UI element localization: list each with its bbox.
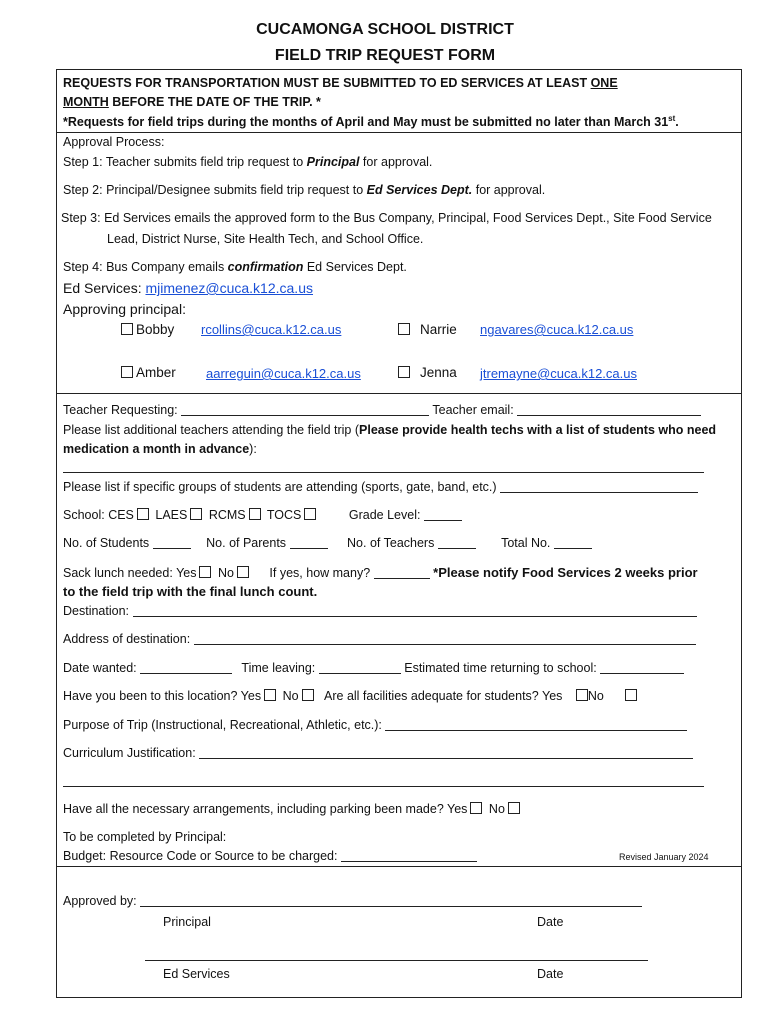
principal-option-narrie[interactable] <box>398 322 457 337</box>
checkbox[interactable] <box>470 802 482 814</box>
field-label: Approved by: <box>63 894 137 908</box>
total-field[interactable] <box>554 536 592 549</box>
curriculum-row <box>63 746 693 760</box>
field-label: Curriculum Justification: <box>63 746 196 760</box>
divider <box>56 393 742 394</box>
arrangements-row <box>63 802 523 816</box>
step-3b: Lead, District Nurse, Site Health Tech, and School Office. <box>107 232 424 246</box>
option-label: Yes <box>447 802 468 816</box>
additional-teachers-label <box>63 423 716 437</box>
budget-row <box>63 849 477 863</box>
ed-services-label: Ed Services: <box>63 280 142 296</box>
approving-principal-label: Approving principal: <box>63 301 186 317</box>
date-caption: Date <box>537 967 564 981</box>
option-label: No <box>587 689 604 703</box>
principal-name: Narrie <box>420 322 457 337</box>
destination-field[interactable] <box>133 604 697 617</box>
divider <box>56 866 742 867</box>
field-label: Sack lunch needed: <box>63 566 173 580</box>
option-label: Yes <box>176 566 197 580</box>
notice-text: *Requests for field trips during the months of April and May must be submitted no later than March 31 <box>63 115 669 130</box>
school-row <box>63 508 462 522</box>
field-label-bold: medication a month in advance <box>63 442 250 456</box>
num-teachers-field[interactable] <box>438 536 476 549</box>
checkbox[interactable] <box>508 802 520 814</box>
field-label: Address of destination: <box>63 632 191 646</box>
field-label: If yes, how many? <box>269 566 371 580</box>
curriculum-field[interactable] <box>199 746 693 759</box>
ed-services-contact <box>63 280 313 296</box>
destination-row <box>63 604 697 618</box>
checkbox[interactable] <box>137 508 149 520</box>
checkbox[interactable] <box>121 323 133 335</box>
sack-lunch-row <box>63 565 698 580</box>
step-text: Step 1: Teacher submits field trip request to <box>63 155 307 169</box>
date-wanted-field[interactable] <box>140 661 232 674</box>
option-label: No <box>217 566 234 580</box>
checkbox[interactable] <box>304 508 316 520</box>
groups-field[interactable] <box>500 480 698 493</box>
additional-teachers-label-2 <box>63 442 257 456</box>
approved-by-signature-field[interactable] <box>140 894 642 907</box>
checkbox[interactable] <box>237 566 249 578</box>
option-label: Yes <box>542 689 563 703</box>
notice-line2 <box>63 95 321 109</box>
step-4 <box>63 260 407 274</box>
teacher-requesting-row <box>63 403 701 417</box>
purpose-row <box>63 718 687 732</box>
return-time-field[interactable] <box>600 661 684 674</box>
principal-option-amber[interactable] <box>121 365 176 380</box>
curriculum-field-2[interactable] <box>63 786 704 787</box>
field-label-bold: Please provide health techs with a list of students who need <box>359 423 717 437</box>
principal-email-link[interactable]: ngavares@cuca.k12.ca.us <box>480 322 634 337</box>
process-heading: Approval Process: <box>63 135 165 149</box>
field-label: Are all facilities adequate for students? <box>324 689 539 703</box>
ed-services-email-link[interactable]: mjimenez@cuca.k12.ca.us <box>145 280 313 296</box>
teacher-email-field[interactable] <box>517 403 701 416</box>
ed-services-caption: Ed Services <box>163 967 230 981</box>
principal-name: Amber <box>136 365 176 380</box>
step-2 <box>63 183 545 197</box>
field-label: Estimated time returning to school: <box>404 661 597 675</box>
step-text: Step 2: Principal/Designee submits field trip request to <box>63 183 367 197</box>
field-label: Destination: <box>63 604 130 618</box>
checkbox[interactable] <box>625 689 637 701</box>
school-option-rcms: RCMS <box>208 508 246 522</box>
form-title: FIELD TRIP REQUEST FORM <box>274 47 496 64</box>
divider <box>56 132 742 133</box>
option-label: No <box>488 802 505 816</box>
school-option-ces: CES <box>108 508 134 522</box>
step-text: for approval. <box>472 183 546 197</box>
field-label: Please list if specific groups of students are attending (sports, gate, band, etc.) <box>63 480 497 494</box>
step-text: Ed Services Dept. <box>303 260 407 274</box>
additional-teachers-field[interactable] <box>63 472 704 473</box>
field-label: ): <box>249 442 257 456</box>
purpose-field[interactable] <box>385 718 687 731</box>
field-label: Please list additional teachers attending the field trip ( <box>63 423 360 437</box>
counts-row <box>63 536 592 550</box>
date-time-row <box>63 661 684 675</box>
step-3a: Step 3: Ed Services emails the approved form to the Bus Company, Principal, Food Services Dept., Site Food Service <box>61 211 712 225</box>
step-emphasis: confirmation <box>227 260 304 274</box>
notice-text: BEFORE THE DATE OF THE TRIP. * <box>108 95 321 109</box>
checkbox[interactable] <box>398 366 410 378</box>
step-emphasis: Principal <box>306 155 360 169</box>
field-label: Teacher Requesting: <box>63 403 178 417</box>
school-option-tocs: TOCS <box>266 508 302 522</box>
grade-level-field[interactable] <box>424 508 462 521</box>
budget-field[interactable] <box>341 849 477 862</box>
step-1 <box>63 155 432 169</box>
field-label: Have all the necessary arrangements, including parking been made? <box>63 802 444 816</box>
checkbox[interactable] <box>398 323 410 335</box>
option-label: No <box>282 689 299 703</box>
step-text: for approval. <box>359 155 433 169</box>
principal-name: Jenna <box>420 365 457 380</box>
revised-date: Revised January 2024 <box>619 852 709 862</box>
lunch-count-field[interactable] <box>374 566 430 579</box>
checkbox[interactable] <box>249 508 261 520</box>
notice-superscript: st <box>668 114 676 123</box>
step-text: Step 4: Bus Company emails <box>63 260 228 274</box>
principal-name: Bobby <box>136 322 175 337</box>
principal-caption: Principal <box>163 915 211 929</box>
notice-underline: MONTH <box>63 95 109 109</box>
field-label: No. of Teachers <box>347 536 435 550</box>
checkbox[interactable] <box>264 689 276 701</box>
address-field[interactable] <box>194 632 696 645</box>
notice-line3 <box>63 114 679 129</box>
field-label: Grade Level: <box>348 508 421 522</box>
date-caption: Date <box>537 915 564 929</box>
field-label: No. of Students <box>63 536 150 550</box>
principal-email-link[interactable]: jtremayne@cuca.k12.ca.us <box>480 366 637 381</box>
field-label: Total No. <box>501 536 551 550</box>
location-row <box>63 689 640 703</box>
notice-line1 <box>63 76 618 90</box>
groups-row <box>63 480 698 494</box>
principal-option-bobby[interactable] <box>121 322 174 337</box>
principal-email-link[interactable]: rcollins@cuca.k12.ca.us <box>201 322 342 337</box>
checkbox[interactable] <box>199 566 211 578</box>
notice-text: . <box>675 115 679 130</box>
num-parents-field[interactable] <box>290 536 328 549</box>
field-label: Date wanted: <box>63 661 137 675</box>
step-emphasis: Ed Services Dept. <box>366 183 473 197</box>
option-label: Yes <box>240 689 262 703</box>
field-label: Budget: Resource Code or Source to be charged: <box>63 849 338 863</box>
district-title: CUCAMONGA SCHOOL DISTRICT <box>256 21 514 38</box>
school-option-laes: LAES <box>155 508 188 522</box>
principal-complete-label: To be completed by Principal: <box>63 830 227 844</box>
teacher-requesting-field[interactable] <box>181 403 429 416</box>
food-services-notice: *Please notify Food Services 2 weeks prior <box>433 565 698 580</box>
time-leaving-field[interactable] <box>319 661 401 674</box>
checkbox[interactable] <box>576 689 588 701</box>
field-label: Time leaving: <box>241 661 316 675</box>
field-label: Teacher email: <box>432 403 514 417</box>
ed-services-signature-field[interactable] <box>145 960 648 961</box>
notice-underline: ONE <box>590 76 618 90</box>
address-row <box>63 632 696 646</box>
checkbox[interactable] <box>190 508 202 520</box>
checkbox[interactable] <box>121 366 133 378</box>
principal-email-link[interactable]: aarreguin@cuca.k12.ca.us <box>206 366 361 381</box>
food-services-notice-2: to the field trip with the final lunch count. <box>63 584 318 599</box>
field-label: School: <box>63 508 105 522</box>
notice-text: REQUESTS FOR TRANSPORTATION MUST BE SUBMITTED TO ED SERVICES AT LEAST <box>63 76 591 90</box>
num-students-field[interactable] <box>153 536 191 549</box>
approved-by-row <box>63 894 642 908</box>
checkbox[interactable] <box>302 689 314 701</box>
principal-option-jenna[interactable] <box>398 365 457 380</box>
field-label: No. of Parents <box>206 536 287 550</box>
field-label: Have you been to this location? <box>63 689 238 703</box>
field-label: Purpose of Trip (Instructional, Recreational, Athletic, etc.): <box>63 718 382 732</box>
